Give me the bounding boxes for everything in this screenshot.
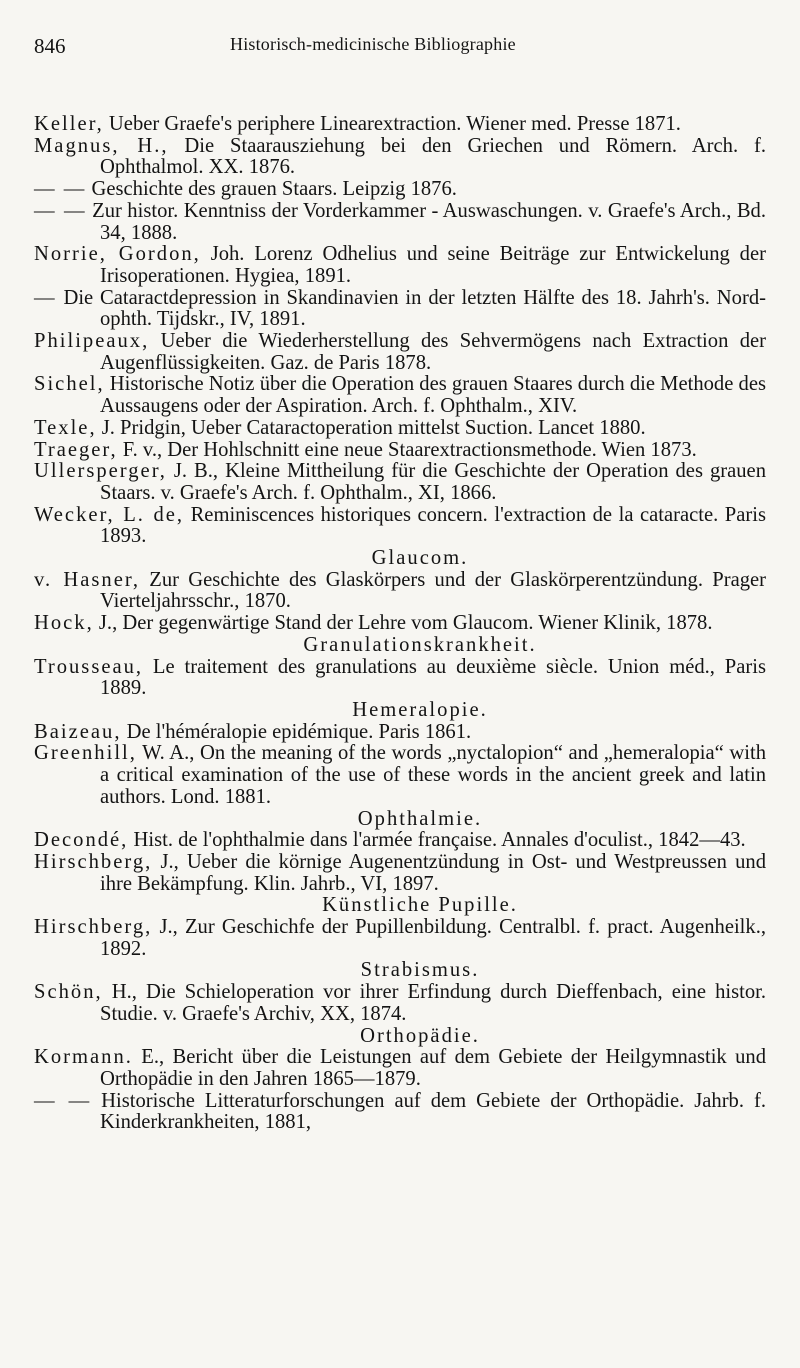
page-header [34,30,766,70]
entry-author: Greenhill, [34,742,137,765]
bibliography-entry [34,374,766,417]
bibliography-entry [34,852,766,895]
bibliography-entry [34,114,766,136]
bibliography-entry [34,570,766,613]
bibliography-entry [34,917,766,960]
entry-author: — [34,286,57,309]
section-heading: Künstliche Pupille. [322,894,518,917]
entry-text: Geschichte des grauen Staars. Leipzig 1876. [86,178,457,201]
entry-author: Keller, [34,113,104,135]
entry-text: H., Die Schieloperation vor ihrer Erfindung durch Dieffenbach, eine histor. Studie. v. Graefe's Archiv, XX, 1874. [100,981,766,1025]
bibliography-entry [34,613,766,635]
bibliography-entry [34,722,766,744]
section-heading: Granulationskrankheit. [303,633,537,656]
entry-text: De l'héméralopie epidémique. Paris 1861. [121,720,472,743]
entry-author: Traeger, [34,438,118,461]
bibliography-entry [34,136,766,179]
running-head: Historisch-medicinische Bibliographie [230,34,516,54]
entry-author: Decondé, [34,829,129,852]
bibliography-entry [34,244,766,287]
entry-text: Reminiscences historiques concern. l'extraction de la cataracte. Paris 1893. [100,503,766,548]
bibliography-entry [34,743,766,808]
entry-author: Hock, [34,612,94,635]
entry-text: J., Zur Geschichfe der Pupillenbildung. Centralbl. f. pract. Augenheilk., 1892. [100,916,766,960]
entry-text: Le traitement des granulations au deuxième siècle. Union méd., Paris 1889. [100,655,766,700]
entry-text: Historische Notiz über die Operation des grauen Staares durch die Methode des Aussaugens oder der Aspiration. Arch. f. Ophthalm., XIV. [100,373,766,418]
entry-text: W. A., On the meaning of the words „nyctalopion“ and „hemeralopia“ with a critical examination of the use of these words in the ancient greek and latin authors. Lond. 1881. [100,742,766,808]
entry-text: J., Der gegenwärtige Stand der Lehre vom Glaucom. Wiener Klinik, 1878. [93,612,713,635]
entry-author: — — [34,1089,92,1112]
entry-text: Hist. de l'ophthalmie dans l'armée française. Annales d'oculist., 1842—43. [128,829,746,852]
bibliography-entry [34,179,766,201]
bibliography-entry [34,288,766,331]
entry-author: Texle, [34,416,97,439]
entry-text: J. Pridgin, Ueber Cataractoperation mittelst Suction. Lancet 1880. [96,416,646,439]
entry-author: Wecker, L. de, [34,503,185,526]
bibliography-entry [34,440,766,462]
entry-author: — — [34,178,87,201]
bibliography-entry [34,657,766,700]
entry-text: J. B., Kleine Mittheilung für die Geschichte der Operation des grauen Staars. v. Graefe's Arch. f. Ophthalm., XI, 1866. [100,460,766,504]
entry-author: Trousseau, [34,655,144,678]
entry-author: Sichel, [34,373,105,396]
bibliography-entry [34,331,766,374]
entry-author: Schön, [34,981,103,1004]
bibliography-entry [34,418,766,440]
entry-author: Baizeau, [34,720,122,743]
page-number: 846 [34,34,66,58]
entry-author: — — [34,199,87,222]
entry-author: Magnus, H., [34,134,169,157]
entry-author: Kormann. [34,1046,133,1069]
bibliography-entry [34,505,766,548]
section-heading: Orthopädie. [360,1024,480,1047]
entry-text: F. v., Der Hohlschnitt eine neue Staarextractionsmethode. Wien 1873. [117,438,697,461]
entry-author: Hirschberg, [34,916,153,939]
entry-author: Philipeaux, [34,330,150,353]
section-heading: Strabismus. [360,959,480,982]
entry-author: Norrie, Gordon, [34,243,201,266]
entry-text: Zur histor. Kenntniss der Vorderkammer - Auswaschungen. v. Graefe's Arch., Bd. 34, 1888. [86,199,767,244]
bibliography-entry [34,1091,766,1134]
bibliography-entry [34,982,766,1025]
bibliography-list [34,114,766,1134]
section-heading: Glaucom. [371,547,469,570]
bibliography-entry [34,201,766,244]
entry-text: Historische Litteraturforschungen auf dem Gebiete der Orthopädie. Jahrb. f. Kinderkrankheiten, 1881, [91,1089,766,1134]
bibliography-entry [34,461,766,504]
entry-author: Hirschberg, [34,850,153,873]
entry-text: J., Ueber die körnige Augenentzündung in Ost- und Westpreussen und ihre Bekämpfung. Klin. Jahrb., VI, 1897. [100,850,766,895]
section-heading: Ophthalmie. [357,807,483,830]
bibliography-entry [34,830,766,852]
entry-text: Joh. Lorenz Odhelius und seine Beiträge zur Entwickelung der Irisoperationen. Hygiea, 1891. [100,243,766,287]
entry-author: Ullersperger, [34,460,167,483]
entry-text: Ueber die Wiederherstellung des Sehvermögens nach Extraction der Augenflüssigkeiten. Gaz. de Paris 1878. [100,330,766,374]
entry-text: Die Staarausziehung bei den Griechen und Römern. Arch. f. Ophthalmol. XX. 1876. [100,134,766,179]
entry-author: v. Hasner, [34,568,141,591]
entry-text: Zur Geschichte des Glaskörpers und der Glaskörperentzündung. Prager Vierteljahrsschr., 1870. [100,568,767,613]
section-heading: Hemeralopie. [352,698,488,721]
bibliography-entry [34,1047,766,1090]
entry-text: Die Cataractdepression in Skandinavien in der letzten Hälfte des 18. Jahrh's. Nord-ophth. Tijdskr., IV, 1891. [56,286,766,331]
entry-text: Ueber Graefe's periphere Linearextraction. Wiener med. Presse 1871. [103,113,681,135]
entry-text: E., Bericht über die Leistungen auf dem Gebiete der Heilgymnastik und Orthopädie in den Jahren 1865—1879. [100,1046,766,1090]
